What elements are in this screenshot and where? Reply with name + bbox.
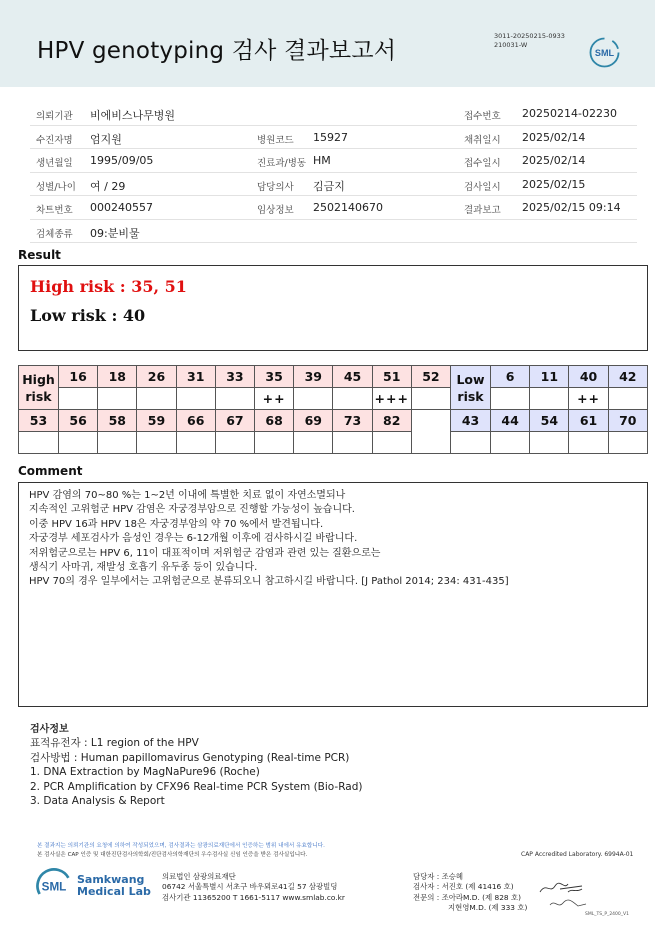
info-label: 수진자명 <box>36 134 73 146</box>
result-cell <box>137 388 176 410</box>
result-cell <box>530 432 569 454</box>
cap-accreditation: CAP Accredited Laboratory. 6994A-01 <box>521 851 634 858</box>
genotype-cell: 73 <box>333 410 372 432</box>
genotype-cell: 82 <box>372 410 411 432</box>
signature-icon <box>548 897 588 911</box>
info-row <box>30 126 637 150</box>
comment-line: HPV 70의 경우 일부에서는 고위험군으로 분류되오니 참고하시길 바랍니다. [J Pathol 2014; 234: 431-435] <box>29 576 509 588</box>
result-cell <box>294 388 333 410</box>
result-cell <box>491 432 530 454</box>
genotype-table <box>18 365 648 454</box>
info-label: 검체종류 <box>36 228 73 240</box>
info-label: 진료과/병동 <box>257 158 307 169</box>
info-row <box>30 173 637 197</box>
genotype-cell: 16 <box>59 366 98 388</box>
result-cell <box>59 432 98 454</box>
high-row1-results <box>19 388 648 410</box>
result-cell <box>333 432 372 454</box>
genotype-cell: 66 <box>176 410 215 432</box>
genotype-cell: 26 <box>137 366 176 388</box>
info-value: 2025/02/15 09:14 <box>522 201 621 214</box>
low-risk-result: Low risk : 40 <box>30 306 146 325</box>
report-title: HPV genotyping 검사 결과보고서 <box>37 38 397 64</box>
result-cell <box>608 432 647 454</box>
result-cell <box>98 388 137 410</box>
info-row <box>30 220 637 244</box>
genotype-cell: 53 <box>19 410 59 432</box>
info-label: 채취일시 <box>464 134 501 146</box>
info-value: 20250214-02230 <box>522 107 617 120</box>
genotype-cell: 40 <box>569 366 608 388</box>
result-section-title: Result <box>18 248 61 262</box>
signer-line: 담당자 : 조승혜 <box>413 872 464 881</box>
info-label: 접수일시 <box>464 158 501 169</box>
info-row <box>30 102 637 126</box>
genotype-cell: 69 <box>294 410 333 432</box>
high-risk-header <box>19 366 59 410</box>
info-label: 성별/나이 <box>36 181 76 193</box>
test-info-line: 1. DNA Extraction by MagNaPure96 (Roche) <box>30 766 260 779</box>
result-cell <box>19 432 59 454</box>
result-cell <box>491 388 530 410</box>
comment-line: 자궁경부 세포검사가 음성인 경우는 6-12개월 이후에 검사하시길 바랍니다. <box>29 533 358 545</box>
footer-disclaimer: 본 결과지는 의뢰기관의 요청에 의하여 작성되었으며, 검사결과는 삼광의료재단에서 인증하는 범위 내에서 유효합니다. <box>37 843 325 849</box>
info-value: 김금지 <box>313 179 345 193</box>
signer-line: 검사자 : 서진호 (제 41416 호) <box>413 882 514 892</box>
high-risk-result: High risk : 35, 51 <box>30 277 187 296</box>
company-logo-name <box>77 874 151 898</box>
genotype-cell: 33 <box>215 366 254 388</box>
report-header <box>0 0 655 87</box>
result-cell <box>176 388 215 410</box>
genotype-cell: 39 <box>294 366 333 388</box>
genotype-cell: 18 <box>98 366 137 388</box>
result-cell <box>215 432 254 454</box>
organization-info <box>162 872 345 903</box>
info-label: 병원코드 <box>257 134 294 146</box>
info-label: 결과보고 <box>464 205 501 216</box>
info-value: 엄지원 <box>90 132 122 146</box>
genotype-cell: 58 <box>98 410 137 432</box>
result-cell <box>608 388 647 410</box>
info-value: 09:분비물 <box>90 226 140 240</box>
comment-line: 지속적인 고위험군 HPV 감염은 자궁경부암으로 진행할 가능성이 높습니다. <box>29 504 355 516</box>
info-value: 2025/02/15 <box>522 177 586 191</box>
genotype-cell: 6 <box>491 366 530 388</box>
document-id-line2: 210031-W <box>494 41 528 49</box>
logo-name-line2: Medical Lab <box>77 885 151 898</box>
comment-line: 저위험군으로는 HPV 6, 11이 대표적이며 저위험군 감염과 관련 있는 질환으로는 <box>29 547 381 559</box>
genotype-cell: 54 <box>530 410 569 432</box>
info-value: 15927 <box>313 130 348 144</box>
genotype-cell: 35 <box>255 366 294 388</box>
result-cell <box>255 432 294 454</box>
test-info-title: 검사정보 <box>30 724 69 735</box>
high-row2-types <box>19 410 648 432</box>
info-label: 담당의사 <box>257 181 294 193</box>
org-line: 검사기관 11365200 T 1661-5117 www.smlab.co.kr <box>162 892 345 902</box>
info-label: 의뢰기관 <box>36 111 73 122</box>
genotype-cell: 51 <box>372 366 411 388</box>
signer-line: 전문의 : 조아라M.D. (제 828 호) <box>413 892 521 902</box>
document-id <box>494 32 565 50</box>
result-cell: ++ <box>255 388 294 410</box>
info-row <box>30 149 637 173</box>
genotype-cell: 56 <box>59 410 98 432</box>
result-cell <box>176 432 215 454</box>
test-info <box>30 720 362 809</box>
logo-name-line1: Samkwang <box>77 873 145 886</box>
header-line: High <box>22 371 55 387</box>
result-cell <box>451 432 491 454</box>
info-value: 1995/09/05 <box>90 154 154 167</box>
header-line: risk <box>457 388 484 404</box>
genotype-cell: 70 <box>608 410 647 432</box>
comment-line: HPV 감염의 70~80 %는 1~2년 이내에 특별한 치료 없이 자연소멸되나 <box>29 490 346 501</box>
result-cell: ++ <box>569 388 608 410</box>
info-value: 2025/02/14 <box>522 130 586 144</box>
sml-logo-icon <box>588 36 621 69</box>
genotype-cell: 59 <box>137 410 176 432</box>
info-label: 임상정보 <box>257 205 294 216</box>
info-label: 차트번호 <box>36 205 73 216</box>
comment-box <box>18 482 648 707</box>
header-line: risk <box>25 388 52 404</box>
comment-line: 이중 HPV 16과 HPV 18은 자궁경부암의 약 70 %에서 발견됩니다. <box>29 518 324 530</box>
form-code: SML_TS_P_2400_V1 <box>585 912 629 917</box>
genotype-cell: 11 <box>530 366 569 388</box>
info-value: 2025/02/14 <box>522 154 586 167</box>
genotype-cell: 44 <box>491 410 530 432</box>
test-info-line: 3. Data Analysis & Report <box>30 795 165 808</box>
genotype-cell: 43 <box>451 410 491 432</box>
result-cell <box>98 432 137 454</box>
info-label: 접수번호 <box>464 111 501 122</box>
signer-line: 지현영M.D. (제 333 호) <box>448 902 528 912</box>
result-cell <box>333 388 372 410</box>
info-label: 생년월일 <box>36 158 73 169</box>
org-line: 의료법인 삼광의료재단 <box>162 872 236 881</box>
result-cell <box>215 388 254 410</box>
header-line: Low <box>456 371 485 387</box>
info-value: 000240557 <box>90 201 153 214</box>
test-info-line: 표적유전자 : L1 region of the HPV <box>30 737 199 749</box>
genotype-cell: 61 <box>569 410 608 432</box>
high-row2-results <box>19 432 648 454</box>
genotype-cell: 68 <box>255 410 294 432</box>
result-cell <box>530 388 569 410</box>
footer-accreditation-note: 본 검사실은 CAP 인증 및 대한진단검사의학회/진단검사의학재단의 우수검사실 신임 인증을 받은 검사실입니다. <box>37 852 308 858</box>
info-value: 비에비스나무병원 <box>90 109 176 122</box>
genotype-cell: 52 <box>411 366 450 388</box>
info-value: HM <box>313 154 331 167</box>
info-row <box>30 196 637 220</box>
patient-info <box>30 102 637 243</box>
genotype-cell: 31 <box>176 366 215 388</box>
result-cell: +++ <box>372 388 411 410</box>
result-box <box>18 265 648 351</box>
result-cell <box>372 432 411 454</box>
result-cell <box>59 388 98 410</box>
info-value: 여 / 29 <box>90 179 126 193</box>
test-info-line: 2. PCR Amplification by CFX96 Real-time PCR System (Bio-Rad) <box>30 780 363 793</box>
info-label: 검사일시 <box>464 181 501 193</box>
genotype-cell: 45 <box>333 366 372 388</box>
document-id-line1: 3011-20250215-0933 <box>494 32 565 40</box>
signature-icon <box>538 880 584 896</box>
sml-logo-icon <box>34 867 74 903</box>
result-cell <box>137 432 176 454</box>
high-row1-types <box>19 366 648 388</box>
result-cell <box>294 432 333 454</box>
test-info-line: 검사방법 : Human papillomavirus Genotyping (Real-time PCR) <box>30 751 350 764</box>
result-cell <box>569 432 608 454</box>
result-cell <box>411 388 450 410</box>
svg-text:SML: SML <box>41 880 67 894</box>
signers-info <box>413 872 527 913</box>
comment-line: 생식기 사마귀, 재발성 호흡기 유두종 등이 있습니다. <box>29 562 258 574</box>
genotype-cell: 67 <box>215 410 254 432</box>
info-value: 2502140670 <box>313 201 383 214</box>
empty-cell <box>411 410 450 454</box>
comment-section-title: Comment <box>18 464 83 478</box>
svg-text:SML: SML <box>594 47 615 58</box>
low-risk-header <box>451 366 491 410</box>
org-line: 06742 서울특별시 서초구 바우뫼로41길 57 삼광빌딩 <box>162 882 338 892</box>
genotype-cell: 42 <box>608 366 647 388</box>
